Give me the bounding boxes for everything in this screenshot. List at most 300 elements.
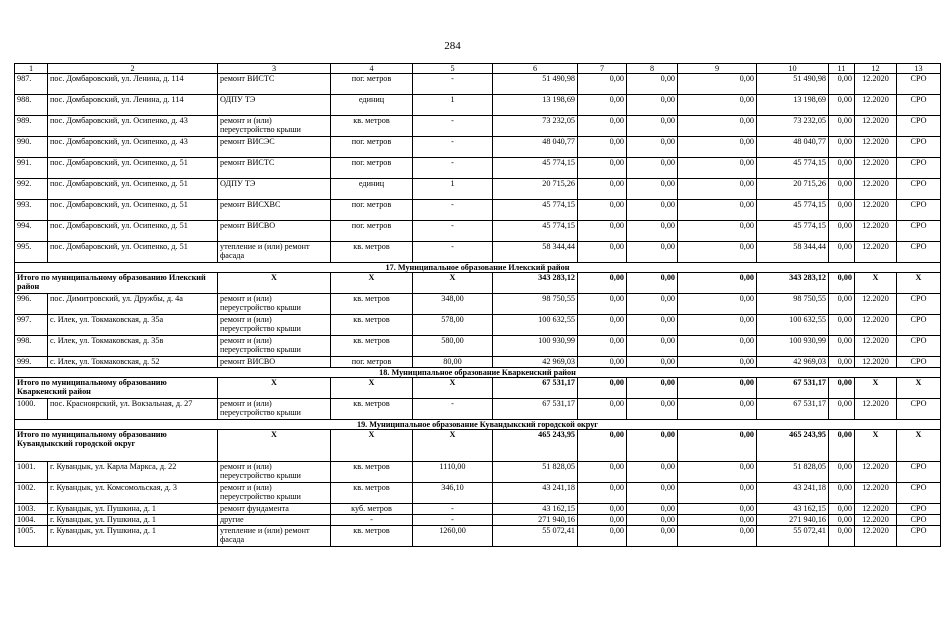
table-cell: СРО (897, 315, 941, 336)
table-cell: 55 072,41 (757, 526, 829, 547)
table-cell: 0,00 (627, 336, 678, 357)
table-cell: 0,00 (678, 116, 757, 137)
subtotal-label: Итого по муниципальному образованию Илекский район (15, 273, 218, 294)
subtotal-cell: 0,00 (678, 378, 757, 399)
table-cell: 0,00 (578, 137, 627, 158)
table-cell: 12.2020 (855, 515, 897, 526)
table-cell: 55 072,41 (493, 526, 578, 547)
table-cell: пос. Домбаровский, ул. Ленина, д. 114 (48, 95, 218, 116)
table-cell: 0,00 (627, 221, 678, 242)
subtotal-cell: X (413, 378, 493, 399)
table-cell: 0,00 (578, 116, 627, 137)
table-cell: кв. метров (331, 242, 413, 263)
table-cell: ремонт и (или) переустройство крыши (218, 399, 331, 420)
column-number: 1 (15, 64, 48, 74)
table-cell: ремонт ВИСТС (218, 74, 331, 95)
table-cell: 0,00 (578, 515, 627, 526)
table-cell: 12.2020 (855, 74, 897, 95)
table-cell: пос. Домбаровский, ул. Осипенко, д. 51 (48, 158, 218, 179)
table-body (15, 64, 941, 547)
table-cell: ОДПУ ТЭ (218, 179, 331, 200)
table-cell: 0,00 (829, 357, 855, 368)
table-row (15, 116, 941, 137)
subtotal-label: Итого по муниципальному образованию Кваркенский район (15, 378, 218, 399)
table-cell: 0,00 (578, 95, 627, 116)
table-cell: 80,00 (413, 357, 493, 368)
table-cell: пос. Домбаровский, ул. Осипенко, д. 51 (48, 179, 218, 200)
table-cell: 0,00 (627, 462, 678, 483)
table-cell: 346,10 (413, 483, 493, 504)
table-row (15, 462, 941, 483)
table-cell: 0,00 (678, 526, 757, 547)
table-cell: 987. (15, 74, 48, 95)
table-cell: 990. (15, 137, 48, 158)
table-cell: 0,00 (829, 399, 855, 420)
table-cell: 997. (15, 315, 48, 336)
section-heading-row (15, 263, 941, 273)
table-cell: 0,00 (829, 221, 855, 242)
table-cell: - (413, 137, 493, 158)
table-cell: 348,00 (413, 294, 493, 315)
table-cell: 98 750,55 (493, 294, 578, 315)
table-cell: кв. метров (331, 399, 413, 420)
table-cell: 0,00 (678, 462, 757, 483)
subtotal-row (15, 273, 941, 294)
table-row (15, 158, 941, 179)
table-cell: 1 (413, 179, 493, 200)
subtotal-row (15, 430, 941, 462)
table-cell: 12.2020 (855, 294, 897, 315)
table-cell: СРО (897, 200, 941, 221)
table-row (15, 526, 941, 547)
subtotal-cell: X (331, 430, 413, 462)
column-number: 13 (897, 64, 941, 74)
table-cell: 0,00 (578, 336, 627, 357)
table-cell: 1005. (15, 526, 48, 547)
table-cell: 0,00 (829, 515, 855, 526)
table-cell: 100 632,55 (757, 315, 829, 336)
section-heading: 18. Муниципальное образование Кваркенский район (15, 368, 941, 378)
table-cell: единиц (331, 179, 413, 200)
table-cell: 0,00 (829, 137, 855, 158)
table-cell: 45 774,15 (493, 200, 578, 221)
table-cell: г. Кувандык, ул. Комсомольская, д. 3 (48, 483, 218, 504)
column-number: 4 (331, 64, 413, 74)
table-cell: 1000. (15, 399, 48, 420)
subtotal-cell: 0,00 (678, 273, 757, 294)
table-cell: 991. (15, 158, 48, 179)
table-cell: 0,00 (829, 74, 855, 95)
table-cell: - (413, 399, 493, 420)
table-cell: 0,00 (578, 357, 627, 368)
table-cell: 12.2020 (855, 137, 897, 158)
table-cell: 0,00 (829, 526, 855, 547)
table-cell: 0,00 (627, 74, 678, 95)
table-row (15, 95, 941, 116)
table-cell: 0,00 (678, 336, 757, 357)
table-cell: 45 774,15 (757, 158, 829, 179)
table-cell: 0,00 (627, 179, 678, 200)
table-cell: кв. метров (331, 526, 413, 547)
table-cell: СРО (897, 515, 941, 526)
table-cell: - (413, 504, 493, 515)
column-number: 2 (48, 64, 218, 74)
table-cell: 0,00 (578, 399, 627, 420)
table-cell: ремонт и (или) переустройство крыши (218, 483, 331, 504)
table-cell: 51 490,98 (757, 74, 829, 95)
table-cell: кв. метров (331, 336, 413, 357)
table-cell: - (331, 515, 413, 526)
table-cell: 100 632,55 (493, 315, 578, 336)
table-cell: 67 531,17 (757, 399, 829, 420)
table-cell: - (413, 221, 493, 242)
table-cell: ремонт и (или) переустройство крыши (218, 462, 331, 483)
section-heading: 17. Муниципальное образование Илекский район (15, 263, 941, 273)
subtotal-cell: X (331, 378, 413, 399)
table-cell: другие (218, 515, 331, 526)
table-row (15, 200, 941, 221)
table-cell: СРО (897, 504, 941, 515)
table-cell: 1 (413, 95, 493, 116)
table-row (15, 221, 941, 242)
table-cell: ремонт ВИСВО (218, 357, 331, 368)
table-cell: СРО (897, 221, 941, 242)
table-cell: 0,00 (829, 179, 855, 200)
table-cell: 100 930,99 (493, 336, 578, 357)
table-cell: 0,00 (678, 95, 757, 116)
table-cell: 13 198,69 (493, 95, 578, 116)
subtotal-cell: 0,00 (829, 378, 855, 399)
table-cell: пог. метров (331, 74, 413, 95)
table-cell: 0,00 (678, 200, 757, 221)
table-cell: 0,00 (627, 515, 678, 526)
subtotal-cell: 0,00 (578, 378, 627, 399)
table-cell: ремонт фундамента (218, 504, 331, 515)
table-cell: - (413, 74, 493, 95)
table-cell: 0,00 (829, 158, 855, 179)
table-cell: 12.2020 (855, 462, 897, 483)
table-cell: утепление и (или) ремонт фасада (218, 242, 331, 263)
table-cell: единиц (331, 95, 413, 116)
table-cell: ремонт ВИСТС (218, 158, 331, 179)
table-cell: 43 162,15 (493, 504, 578, 515)
column-number: 3 (218, 64, 331, 74)
table-cell: СРО (897, 179, 941, 200)
subtotal-cell: X (855, 273, 897, 294)
table-row (15, 357, 941, 368)
table-cell: г. Кувандык, ул. Карла Маркса, д. 22 (48, 462, 218, 483)
table-cell: г. Кувандык, ул. Пушкина, д. 1 (48, 526, 218, 547)
table-cell: 58 344,44 (493, 242, 578, 263)
table-cell: 12.2020 (855, 200, 897, 221)
table-cell: 0,00 (578, 242, 627, 263)
table-cell: 0,00 (578, 462, 627, 483)
table-cell: ремонт и (или) переустройство крыши (218, 294, 331, 315)
table-cell: 45 774,15 (493, 221, 578, 242)
table-cell: 12.2020 (855, 483, 897, 504)
subtotal-cell: 343 283,12 (757, 273, 829, 294)
table-cell: 271 940,16 (493, 515, 578, 526)
table-cell: 0,00 (627, 357, 678, 368)
table-cell: 98 750,55 (757, 294, 829, 315)
table-cell: 12.2020 (855, 504, 897, 515)
table-cell: 73 232,05 (757, 116, 829, 137)
table-cell: ремонт ВИСЭС (218, 137, 331, 158)
table-cell: 12.2020 (855, 242, 897, 263)
table-cell: кв. метров (331, 483, 413, 504)
section-heading-row (15, 420, 941, 430)
table-cell: 996. (15, 294, 48, 315)
table-cell: 271 940,16 (757, 515, 829, 526)
table-cell: 0,00 (578, 504, 627, 515)
table-cell: 51 828,05 (757, 462, 829, 483)
table-cell: 0,00 (678, 242, 757, 263)
table-cell: ремонт ВИСХВС (218, 200, 331, 221)
table-cell: утепление и (или) ремонт фасада (218, 526, 331, 547)
table-cell: 993. (15, 200, 48, 221)
table-cell: 0,00 (829, 116, 855, 137)
column-number: 9 (678, 64, 757, 74)
subtotal-cell: 0,00 (829, 430, 855, 462)
table-cell: СРО (897, 399, 941, 420)
table-cell: с. Илек, ул. Токмаковская, д. 52 (48, 357, 218, 368)
table-cell: 12.2020 (855, 158, 897, 179)
section-heading-row (15, 368, 941, 378)
subtotal-cell: 67 531,17 (493, 378, 578, 399)
table-cell: 0,00 (678, 179, 757, 200)
table-cell: СРО (897, 357, 941, 368)
table-cell: 67 531,17 (493, 399, 578, 420)
table-cell: ремонт и (или) переустройство крыши (218, 336, 331, 357)
table-cell: 0,00 (678, 158, 757, 179)
table-cell: ОДПУ ТЭ (218, 95, 331, 116)
table-cell: 1001. (15, 462, 48, 483)
table-cell: 0,00 (627, 95, 678, 116)
page-number: 284 (444, 40, 461, 52)
table-cell: 0,00 (678, 399, 757, 420)
table-row (15, 504, 941, 515)
table-cell: 12.2020 (855, 336, 897, 357)
table-cell: - (413, 200, 493, 221)
table-cell: г. Кувандык, ул. Пушкина, д. 1 (48, 515, 218, 526)
column-number: 5 (413, 64, 493, 74)
table-cell: 0,00 (829, 504, 855, 515)
subtotal-cell: 343 283,12 (493, 273, 578, 294)
subtotal-cell: X (855, 378, 897, 399)
table-cell: 0,00 (678, 315, 757, 336)
table-cell: 0,00 (627, 242, 678, 263)
table-cell: - (413, 116, 493, 137)
column-number: 7 (578, 64, 627, 74)
table-cell: СРО (897, 137, 941, 158)
table-cell: 51 490,98 (493, 74, 578, 95)
table-cell: 20 715,26 (757, 179, 829, 200)
subtotal-cell: 465 243,95 (493, 430, 578, 462)
table-cell: ремонт и (или) переустройство крыши (218, 116, 331, 137)
table-cell: 0,00 (829, 462, 855, 483)
table-cell: 43 241,18 (757, 483, 829, 504)
table-cell: 992. (15, 179, 48, 200)
table-row (15, 294, 941, 315)
table-cell: 12.2020 (855, 179, 897, 200)
subtotal-cell: 0,00 (578, 430, 627, 462)
table-cell: 0,00 (829, 200, 855, 221)
table-row (15, 483, 941, 504)
table-cell: 1003. (15, 504, 48, 515)
table-cell: пог. метров (331, 221, 413, 242)
table-cell: 73 232,05 (493, 116, 578, 137)
table-cell: 12.2020 (855, 116, 897, 137)
table-cell: СРО (897, 242, 941, 263)
subtotal-cell: 0,00 (678, 430, 757, 462)
table-cell: 0,00 (829, 294, 855, 315)
table-cell: СРО (897, 158, 941, 179)
table-cell: 0,00 (678, 221, 757, 242)
table-cell: пос. Домбаровский, ул. Ленина, д. 114 (48, 74, 218, 95)
table-cell: 48 040,77 (757, 137, 829, 158)
table-cell: кв. метров (331, 116, 413, 137)
table-row (15, 179, 941, 200)
table-cell: 0,00 (627, 315, 678, 336)
table-cell: СРО (897, 116, 941, 137)
table-cell: 0,00 (627, 294, 678, 315)
table-cell: 12.2020 (855, 95, 897, 116)
table-cell: 989. (15, 116, 48, 137)
subtotal-cell: 465 243,95 (757, 430, 829, 462)
table-cell: 0,00 (829, 336, 855, 357)
table-cell: 0,00 (578, 526, 627, 547)
subtotal-cell: X (218, 430, 331, 462)
table-cell: - (413, 158, 493, 179)
table-cell: 1002. (15, 483, 48, 504)
subtotal-cell: X (855, 430, 897, 462)
table-cell: - (413, 242, 493, 263)
table-cell: 998. (15, 336, 48, 357)
table-cell: 1260,00 (413, 526, 493, 547)
table-cell: с. Илек, ул. Токмаковская, д. 35а (48, 315, 218, 336)
table-cell: 0,00 (627, 158, 678, 179)
table-cell: кв. метров (331, 294, 413, 315)
table-cell: пог. метров (331, 200, 413, 221)
subtotal-cell: 0,00 (578, 273, 627, 294)
table-cell: 0,00 (627, 200, 678, 221)
table-cell: - (413, 515, 493, 526)
table-cell: пос. Домбаровский, ул. Осипенко, д. 51 (48, 200, 218, 221)
table-cell: кв. метров (331, 315, 413, 336)
table-cell: 0,00 (627, 483, 678, 504)
table-cell: 12.2020 (855, 315, 897, 336)
subtotal-cell: X (413, 430, 493, 462)
table-cell: 0,00 (578, 483, 627, 504)
table-cell: пос. Домбаровский, ул. Осипенко, д. 51 (48, 242, 218, 263)
table-cell: 45 774,15 (757, 200, 829, 221)
table-cell: 0,00 (578, 158, 627, 179)
table-cell: 0,00 (678, 483, 757, 504)
subtotal-cell: 0,00 (829, 273, 855, 294)
table-cell: пос. Домбаровский, ул. Осипенко, д. 51 (48, 221, 218, 242)
table-cell: 51 828,05 (493, 462, 578, 483)
table-row (15, 137, 941, 158)
subtotal-cell: 0,00 (627, 273, 678, 294)
column-number: 11 (829, 64, 855, 74)
subtotal-cell: X (897, 378, 941, 399)
table-cell: 0,00 (578, 200, 627, 221)
table-cell: 0,00 (578, 221, 627, 242)
table-cell: СРО (897, 526, 941, 547)
table-cell: 0,00 (678, 515, 757, 526)
subtotal-cell: 67 531,17 (757, 378, 829, 399)
column-number: 12 (855, 64, 897, 74)
table-cell: ремонт ВИСВО (218, 221, 331, 242)
table-cell: СРО (897, 95, 941, 116)
column-number: 6 (493, 64, 578, 74)
table-cell: 0,00 (627, 504, 678, 515)
table-cell: пог. метров (331, 158, 413, 179)
table-cell: ремонт и (или) переустройство крыши (218, 315, 331, 336)
table-cell: с. Илек, ул. Токмаковская, д. 35в (48, 336, 218, 357)
table-cell: СРО (897, 294, 941, 315)
subtotal-row (15, 378, 941, 399)
table-cell: 0,00 (578, 315, 627, 336)
table-cell: СРО (897, 462, 941, 483)
table-cell: СРО (897, 336, 941, 357)
table-cell: пог. метров (331, 357, 413, 368)
table-cell: 0,00 (678, 294, 757, 315)
table-cell: 0,00 (627, 137, 678, 158)
table-cell: 48 040,77 (493, 137, 578, 158)
table-cell: 0,00 (829, 483, 855, 504)
table-cell: 0,00 (627, 526, 678, 547)
table-cell: 12.2020 (855, 526, 897, 547)
table-cell: 0,00 (829, 242, 855, 263)
table-cell: 12.2020 (855, 221, 897, 242)
table-cell: 1004. (15, 515, 48, 526)
table-cell: 988. (15, 95, 48, 116)
table-cell: кв. метров (331, 462, 413, 483)
table-cell: СРО (897, 74, 941, 95)
table-row (15, 515, 941, 526)
table-cell: 0,00 (578, 294, 627, 315)
table-cell: 12.2020 (855, 357, 897, 368)
subtotal-cell: 0,00 (627, 430, 678, 462)
table-cell: 42 969,03 (757, 357, 829, 368)
table-row (15, 242, 941, 263)
table-cell: 43 162,15 (757, 504, 829, 515)
subtotal-cell: X (218, 273, 331, 294)
table-cell: 580,00 (413, 336, 493, 357)
table-cell: пос. Димитровский, ул. Дружбы, д. 4а (48, 294, 218, 315)
subtotal-cell: X (331, 273, 413, 294)
table-cell: 43 241,18 (493, 483, 578, 504)
table-row (15, 399, 941, 420)
table-row (15, 315, 941, 336)
subtotal-cell: X (897, 430, 941, 462)
subtotal-cell: X (897, 273, 941, 294)
table-cell: 0,00 (627, 116, 678, 137)
table-cell: 0,00 (678, 504, 757, 515)
table-cell: 1110,00 (413, 462, 493, 483)
table-cell: СРО (897, 483, 941, 504)
table-cell: 45 774,15 (757, 221, 829, 242)
table-cell: 999. (15, 357, 48, 368)
table-row (15, 74, 941, 95)
table-cell: 13 198,69 (757, 95, 829, 116)
column-number: 10 (757, 64, 829, 74)
table-cell: 45 774,15 (493, 158, 578, 179)
table-cell: 578,00 (413, 315, 493, 336)
table-cell: 0,00 (829, 95, 855, 116)
table-cell: 12.2020 (855, 399, 897, 420)
